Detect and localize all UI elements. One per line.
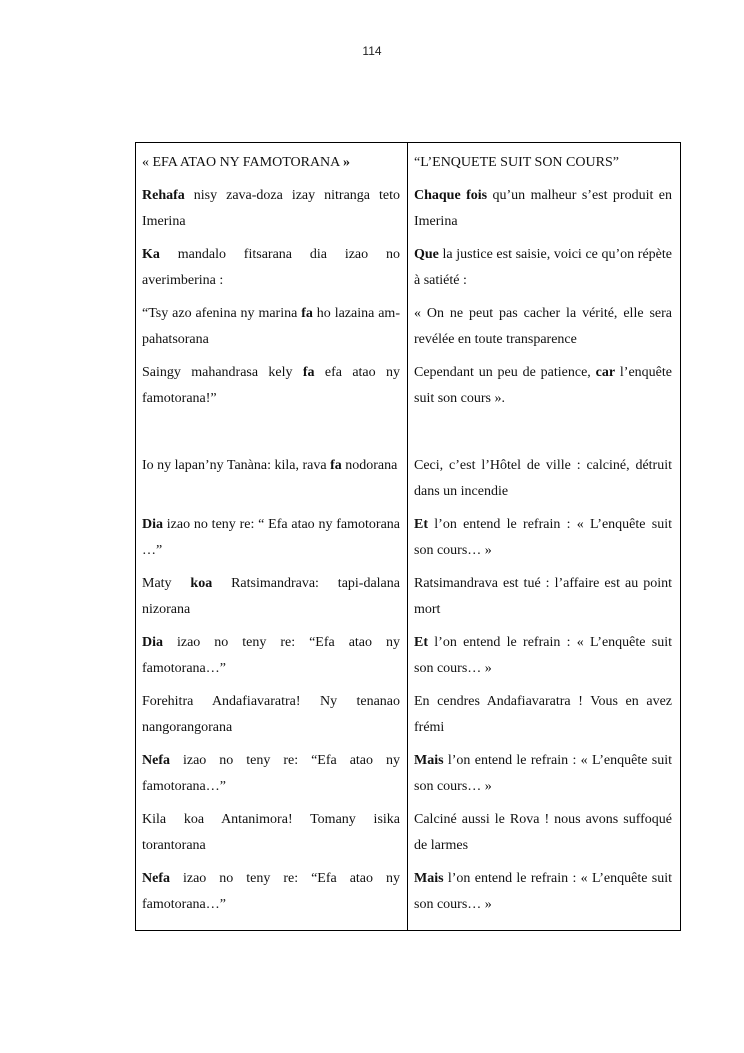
right-verse-9: En cendres Andafiavaratra ! Vous en avez frémi — [414, 694, 672, 735]
left-verse-11: Kila koa Antanimora! Tomany isika torantorana — [142, 812, 400, 853]
right-verse-12: Mais l’on entend le refrain : « L’enquête suit son cours… » — [414, 871, 672, 912]
left-verse-12: Nefa izao no teny re: “Efa atao ny famotorana…” — [142, 871, 400, 912]
left-verse-8: Dia izao no teny re: “Efa atao ny famotorana…” — [142, 635, 400, 676]
right-verse-3: « On ne peut pas cacher la vérité, elle sera revélée en toute transparence — [414, 306, 672, 347]
left-verse-5: Io ny lapan’ny Tanàna: kila, rava fa nodorana — [142, 458, 398, 473]
left-verse-3: “Tsy azo afenina ny marina fa ho lazaina am-pahatsorana — [142, 306, 400, 347]
right-verse-10: Mais l’on entend le refrain : « L’enquête suit son cours… » — [414, 753, 672, 794]
left-header: « EFA ATAO NY FAMOTORANA » — [142, 155, 350, 170]
left-verse-7: Maty koa Ratsimandrava: tapi-dalana nizorana — [142, 576, 400, 617]
right-verse-5: Ceci, c’est l’Hôtel de ville : calciné, détruit dans un incendie — [414, 458, 672, 499]
left-verse-1: Rehafa nisy zava-doza izay nitranga teto Imerina — [142, 188, 400, 229]
left-verse-4: Saingy mahandrasa kely fa efa atao ny famotorana!” — [142, 365, 400, 406]
poem-translation-table — [135, 142, 681, 931]
right-header: “L’ENQUETE SUIT SON COURS” — [414, 155, 619, 170]
left-verse-9: Forehitra Andafiavaratra! Ny tenanao nangorangorana — [142, 694, 400, 735]
right-verse-2: Que la justice est saisie, voici ce qu’on répète à satiété : — [414, 247, 672, 288]
page-number: 114 — [362, 44, 382, 58]
right-verse-4: Cependant un peu de patience, car l’enquête suit son cours ». — [414, 365, 672, 406]
right-verse-11: Calciné aussi le Rova ! nous avons suffoqué de larmes — [414, 812, 672, 853]
left-verse-2: Ka mandalo fitsarana dia izao no averimberina : — [142, 247, 400, 288]
left-verse-10: Nefa izao no teny re: “Efa atao ny famotorana…” — [142, 753, 400, 794]
column-divider — [407, 143, 408, 930]
left-verse-6: Dia izao no teny re: “ Efa atao ny famotorana …” — [142, 517, 400, 558]
right-verse-6: Et l’on entend le refrain : « L’enquête suit son cours… » — [414, 517, 672, 558]
right-verse-8: Et l’on entend le refrain : « L’enquête suit son cours… » — [414, 635, 672, 676]
right-verse-7: Ratsimandrava est tué : l’affaire est au point mort — [414, 576, 672, 617]
right-verse-1: Chaque fois qu’un malheur s’est produit en Imerina — [414, 188, 672, 229]
